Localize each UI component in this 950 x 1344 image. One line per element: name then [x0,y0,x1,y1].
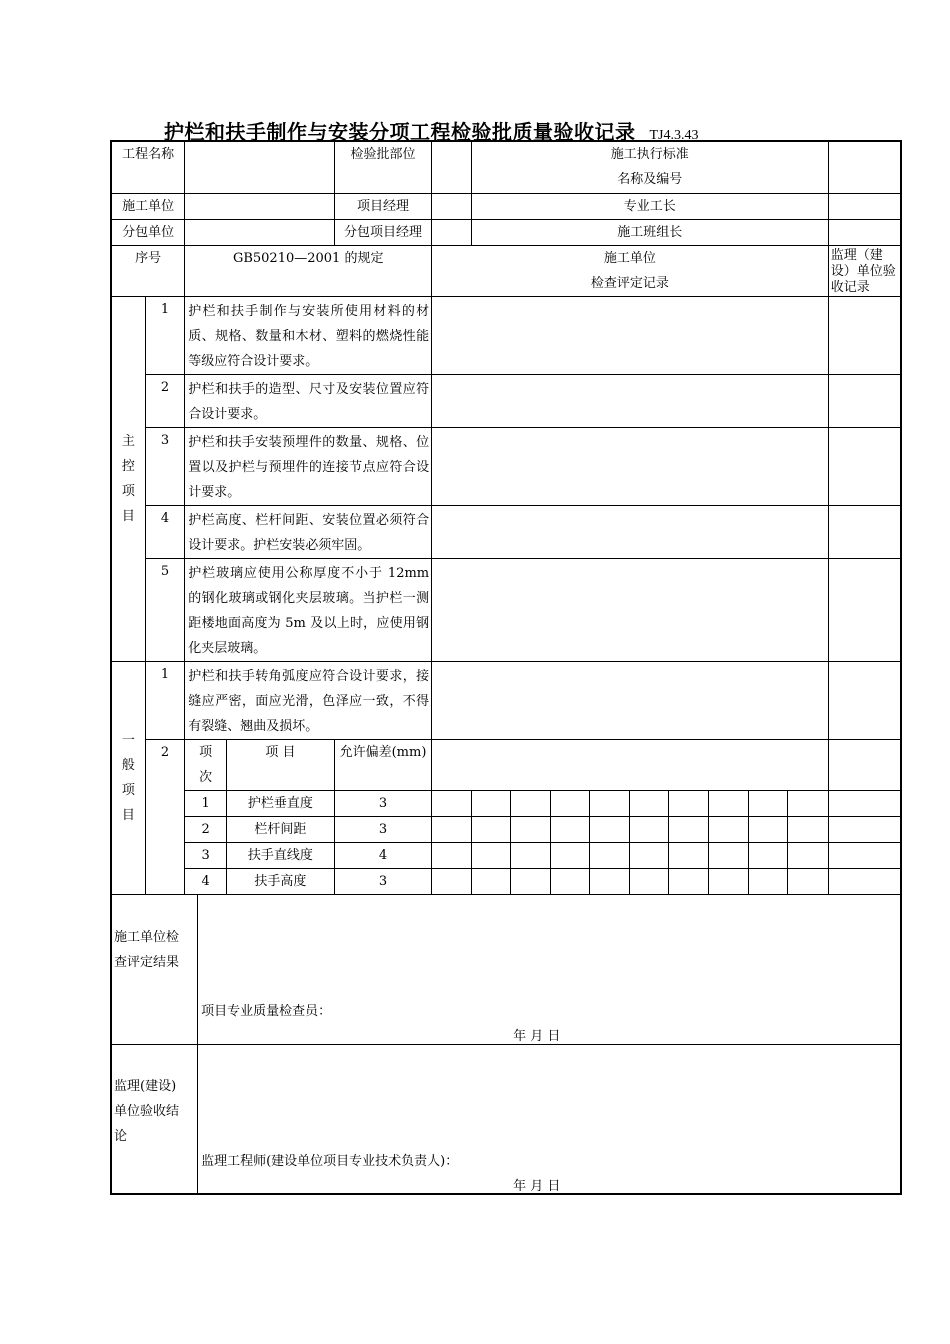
main-item-supervision[interactable] [828,374,901,427]
measure-cell[interactable] [788,842,829,868]
title-text: 护栏和扶手制作与安装分项工程检验批质量验收记录 [164,120,636,144]
main-item-record[interactable] [432,505,829,558]
measure-cell[interactable] [432,842,472,868]
general-label [111,661,145,894]
general-item-no: 2 [145,739,185,894]
contractor-signature-label: 项目专业质量检查员： [201,1003,332,1019]
measure-cell[interactable] [629,868,669,894]
inspection-location-label: 检验批部位 [334,141,431,193]
measure-cell[interactable] [708,868,748,894]
check-header-line1: 施工单位 [603,250,656,266]
subcontract-manager-label: 分包项目经理 [334,219,431,245]
general-item-no: 1 [145,661,185,739]
measure-cell[interactable] [788,790,829,816]
tolerance-row-value: 3 [334,816,431,842]
team-leader-label: 施工班组长 [471,219,828,245]
standard-label-line2: 名称及编号 [617,172,683,187]
main-item-text: 护栏和扶手安装预埋件的数量、规格、位置以及护栏与预埋件的连接节点应符合设计要求。 [185,427,432,505]
tolerance-row-index: 1 [185,790,227,816]
tolerance-row-index: 4 [185,868,227,894]
main-item-record[interactable] [432,427,829,505]
measure-cell[interactable] [550,790,590,816]
construction-unit-value[interactable] [185,193,335,219]
measure-cell[interactable] [669,868,709,894]
supervisor-date: 年 月 日 [513,1178,561,1194]
measure-cell[interactable] [511,816,551,842]
contractor-date: 年 月 日 [513,1028,561,1044]
measure-cell[interactable] [550,842,590,868]
main-control-text: 主控项目 [121,433,135,524]
general-item-record[interactable] [432,661,829,739]
main-item-no: 3 [145,427,185,505]
measure-cell[interactable] [471,816,511,842]
tolerance-row-name: 扶手直线度 [226,842,334,868]
standard-label-line1: 施工执行标准 [610,147,689,162]
main-item-supervision[interactable] [828,505,901,558]
tolerance-row-name: 扶手高度 [226,868,334,894]
main-item-text: 护栏玻璃应使用公称厚度不小于 12mm 的钢化玻璃或钢化夹层玻璃。当护栏一测距楼地面高度为 5m 及以上时，应使用钢化夹层玻璃。 [185,558,432,661]
main-item-no: 4 [145,505,185,558]
team-leader-value[interactable] [828,219,901,245]
tolerance-row-index: 3 [185,842,227,868]
tolerance-supervision[interactable] [828,790,901,816]
tolerance-supervision[interactable] [828,739,901,790]
col-item-header: 项 目 [226,739,334,790]
measure-cell[interactable] [432,816,472,842]
measure-cell[interactable] [748,868,788,894]
measure-cell[interactable] [511,868,551,894]
measure-cell[interactable] [590,790,630,816]
measure-cell[interactable] [550,868,590,894]
supervisor-conclusion-label [111,1044,198,1194]
measure-cell[interactable] [550,816,590,842]
check-record-header [432,245,829,296]
measure-cell[interactable] [708,842,748,868]
tolerance-supervision[interactable] [828,868,901,894]
tolerance-row-name: 栏杆间距 [226,816,334,842]
measure-cell[interactable] [748,790,788,816]
measure-cell[interactable] [669,816,709,842]
main-item-no: 5 [145,558,185,661]
measure-cell[interactable] [669,842,709,868]
supervision-header: 监理（建设）单位验收记录 [828,245,901,296]
standard-value[interactable] [828,141,901,193]
measure-cell[interactable] [590,816,630,842]
col-index-text: 项次 [199,744,213,785]
measure-cell[interactable] [511,790,551,816]
subcontract-unit-value[interactable] [185,219,335,245]
inspection-location-value[interactable] [432,141,472,193]
construction-unit-label: 施工单位 [111,193,185,219]
contractor-conclusion-area[interactable] [198,894,901,1044]
project-name-label: 工程名称 [111,141,185,193]
measure-cell[interactable] [590,868,630,894]
measure-cell[interactable] [748,816,788,842]
subcontract-unit-label: 分包单位 [111,219,185,245]
spec-header: GB50210—2001 的规定 [185,245,432,296]
measure-cell[interactable] [432,790,472,816]
main-item-no: 1 [145,296,185,374]
tolerance-row-index: 2 [185,816,227,842]
main-item-no: 2 [145,374,185,427]
tolerance-row-value: 4 [334,842,431,868]
measure-cell[interactable] [669,790,709,816]
tolerance-supervision[interactable] [828,816,901,842]
measure-cell[interactable] [748,842,788,868]
tolerance-supervision[interactable] [828,842,901,868]
main-item-text: 护栏和扶手制作与安装所使用材料的材质、规格、数量和木材、塑料的燃烧性能等级应符合设计要求。 [185,296,432,374]
project-manager-value[interactable] [432,193,472,219]
document-code: TJ4.3.43 [649,128,699,143]
main-item-record[interactable] [432,558,829,661]
measure-cell[interactable] [511,842,551,868]
col-index-header [185,739,227,790]
standard-label [471,141,828,193]
main-item-supervision[interactable] [828,296,901,374]
measure-cell[interactable] [629,816,669,842]
supervisor-conclusion-area[interactable] [198,1044,901,1194]
measure-cell[interactable] [590,842,630,868]
foreman-value[interactable] [828,193,901,219]
contractor-conclusion-label [111,894,198,1044]
supervisor-signature-label: 监理工程师(建设单位项目专业技术负责人)： [201,1153,459,1169]
measure-cell[interactable] [708,816,748,842]
col-tolerance-header: 允许偏差(mm) [334,739,431,790]
contractor-label-text: 施工单位检查评定结果 [114,929,180,970]
tolerance-record[interactable] [432,739,829,790]
main-item-record[interactable] [432,296,829,374]
foreman-label: 专业工长 [471,193,828,219]
main-item-text: 护栏和扶手的造型、尺寸及安装位置应符合设计要求。 [185,374,432,427]
project-manager-label: 项目经理 [334,193,431,219]
main-item-record[interactable] [432,374,829,427]
supervisor-label-text: 监理(建设)单位验收结论 [114,1078,180,1144]
main-item-supervision[interactable] [828,427,901,505]
tolerance-row-value: 3 [334,868,431,894]
measure-cell[interactable] [629,842,669,868]
tolerance-row-value: 3 [334,790,431,816]
general-item-text: 护栏和扶手转角弧度应符合设计要求，接缝应严密，面应光滑，色泽应一致，不得有裂缝、翘曲及损坏。 [185,661,432,739]
inspection-record-table [110,140,902,1195]
main-item-text: 护栏高度、栏杆间距、安装位置必须符合设计要求。护栏安装必须牢固。 [185,505,432,558]
measure-cell[interactable] [788,816,829,842]
tolerance-row-name: 护栏垂直度 [226,790,334,816]
general-text: 一般项目 [121,732,135,823]
main-item-supervision[interactable] [828,558,901,661]
check-header-line2: 检查评定记录 [590,275,669,291]
subcontract-manager-value[interactable] [432,219,472,245]
measure-cell[interactable] [629,790,669,816]
measure-cell[interactable] [471,790,511,816]
measure-cell[interactable] [471,868,511,894]
measure-cell[interactable] [471,842,511,868]
measure-cell[interactable] [708,790,748,816]
general-item-supervision[interactable] [828,661,901,739]
measure-cell[interactable] [432,868,472,894]
seq-header: 序号 [111,245,185,296]
project-name-value[interactable] [185,141,335,193]
measure-cell[interactable] [788,868,829,894]
main-control-label [111,296,145,661]
